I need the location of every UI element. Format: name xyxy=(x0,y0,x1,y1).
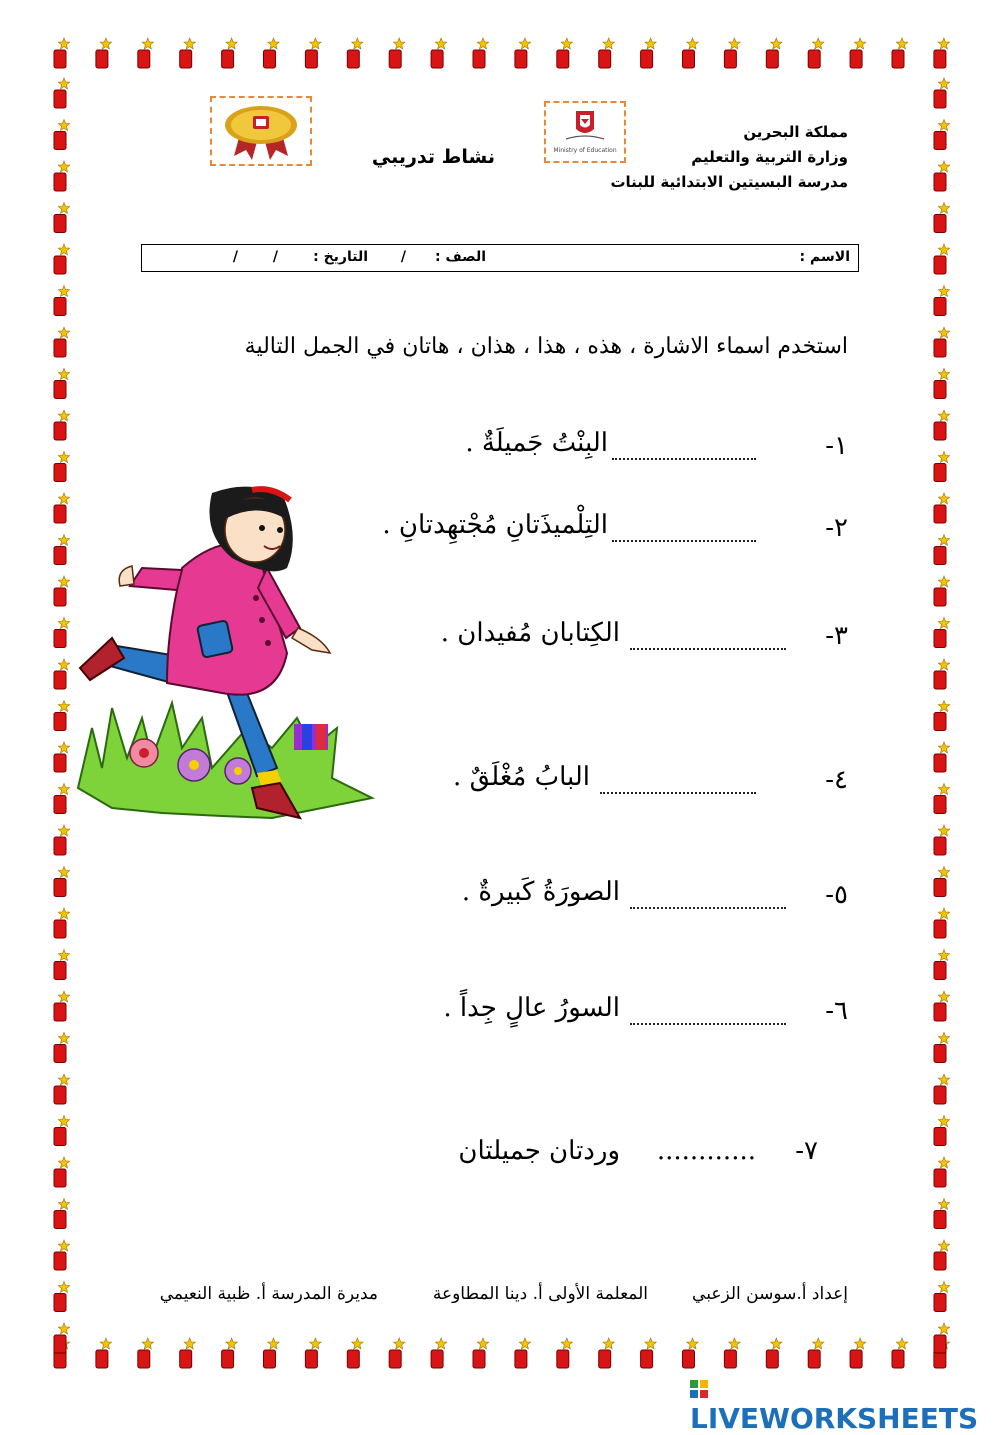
candle-icon xyxy=(222,38,238,68)
candle-icon xyxy=(934,1157,950,1187)
candle-icon xyxy=(934,991,950,1021)
question-6-number: ٦- xyxy=(825,996,848,1026)
candle-icon xyxy=(54,1116,70,1146)
candle-icon xyxy=(431,1338,447,1368)
candle-icon xyxy=(683,38,699,68)
candle-icon xyxy=(934,908,950,938)
watermark-text: LIVEWORKSHEETS xyxy=(690,1402,979,1435)
candle-icon xyxy=(808,38,824,68)
candle-icon xyxy=(766,38,782,68)
footer-principal: مديرة المدرسة أ. ظبية النعيمي xyxy=(159,1284,378,1304)
name-label: الاسم : xyxy=(799,249,850,265)
candle-icon xyxy=(641,1338,657,1368)
candle-icon xyxy=(180,38,196,68)
candle-icon xyxy=(892,1338,908,1368)
student-info-bar xyxy=(141,244,859,272)
candle-icon xyxy=(54,78,70,108)
candle-icon xyxy=(683,1338,699,1368)
date-label: التاريخ : xyxy=(313,249,368,265)
candle-icon xyxy=(934,410,950,440)
candle-icon xyxy=(892,38,908,68)
candle-icon xyxy=(54,244,70,274)
ministry-logo xyxy=(544,101,626,163)
candle-icon xyxy=(934,1033,950,1063)
candle-icon xyxy=(557,1338,573,1368)
candle-icon xyxy=(934,825,950,855)
question-3-blank[interactable] xyxy=(630,648,786,650)
candle-icon xyxy=(54,659,70,689)
candle-icon xyxy=(934,493,950,523)
candle-icon xyxy=(934,659,950,689)
candle-icon xyxy=(389,1338,405,1368)
question-4-text: البابُ مُغْلَقٌ . xyxy=(453,762,590,792)
ministry-label: وزارة التربية والتعليم xyxy=(691,148,848,166)
candle-icon xyxy=(222,1338,238,1368)
svg-text:Ministry of Education: Ministry of Education xyxy=(553,147,617,154)
candle-icon xyxy=(599,1338,615,1368)
candle-icon xyxy=(54,742,70,772)
candle-icon xyxy=(515,38,531,68)
candle-icon xyxy=(934,1199,950,1229)
candle-icon xyxy=(934,701,950,731)
candle-icon xyxy=(934,78,950,108)
question-5-number: ٥- xyxy=(825,880,848,910)
candle-icon xyxy=(934,327,950,357)
candle-icon xyxy=(934,203,950,233)
candle-icon xyxy=(54,1033,70,1063)
candle-icon xyxy=(934,742,950,772)
question-5-blank[interactable] xyxy=(630,907,786,909)
candle-icon xyxy=(557,38,573,68)
candle-icon xyxy=(54,369,70,399)
header-school-info xyxy=(610,120,848,195)
candle-icon xyxy=(54,784,70,814)
question-7-text: وردتان جميلتان xyxy=(458,1136,620,1166)
candle-icon xyxy=(934,618,950,648)
candle-icon xyxy=(641,38,657,68)
date-separator-1: / xyxy=(272,249,278,265)
lws-logo-icon xyxy=(690,1378,718,1402)
school-award-logo xyxy=(210,96,312,166)
instruction-text: استخدم اسماء الاشارة ، هذه ، هذا ، هذان ، هاتان في الجمل التالية xyxy=(244,334,848,359)
candle-icon xyxy=(934,244,950,274)
candle-icon xyxy=(54,1199,70,1229)
candle-icon xyxy=(54,493,70,523)
candle-icon xyxy=(54,38,70,68)
school-label: مدرسة البسيتين الابتدائية للبنات xyxy=(610,173,848,191)
candle-icon xyxy=(808,1338,824,1368)
candle-icon xyxy=(934,1116,950,1146)
candle-icon xyxy=(934,1240,950,1270)
question-1-text: البِنْتُ جَميلَةٌ . xyxy=(465,428,608,458)
candle-icon xyxy=(305,1338,321,1368)
candle-icon xyxy=(54,410,70,440)
candle-icon xyxy=(54,1074,70,1104)
question-4-blank[interactable] xyxy=(600,792,756,794)
kingdom-label: مملكة البحرين xyxy=(743,123,848,141)
candle-icon xyxy=(389,38,405,68)
candle-icon xyxy=(54,825,70,855)
girl-running-illustration xyxy=(72,478,378,830)
question-2-blank[interactable] xyxy=(612,540,756,542)
candle-icon xyxy=(431,38,447,68)
candle-icon xyxy=(724,1338,740,1368)
candle-icon xyxy=(264,1338,280,1368)
ministry-emblem-icon xyxy=(546,103,624,161)
question-2-text: التِلْميذَتانِ مُجْتهِدتانِ . xyxy=(382,510,608,540)
question-7-dots[interactable]: ............ xyxy=(656,1136,756,1166)
question-3-text: الكِتابان مُفيدان . xyxy=(440,618,620,648)
candle-icon xyxy=(473,38,489,68)
candle-icon xyxy=(934,1074,950,1104)
candle-icon xyxy=(54,203,70,233)
candle-icon xyxy=(54,120,70,150)
candle-icon xyxy=(54,908,70,938)
activity-title: نشاط تدريبي xyxy=(371,146,495,168)
footer-prepared-by: إعداد أ.سوسن الزعبي xyxy=(692,1284,848,1304)
candle-icon xyxy=(54,991,70,1021)
footer-lead-teacher: المعلمة الأولى أ. دينا المطاوعة xyxy=(432,1284,648,1304)
candle-icon xyxy=(347,38,363,68)
candle-icon xyxy=(264,38,280,68)
candle-icon xyxy=(347,1338,363,1368)
liveworksheets-logo xyxy=(690,1378,1000,1435)
candle-icon xyxy=(934,1282,950,1312)
question-6-blank[interactable] xyxy=(630,1023,786,1025)
candle-icon xyxy=(850,1338,866,1368)
candle-icon xyxy=(934,784,950,814)
candle-icon xyxy=(54,867,70,897)
candle-icon xyxy=(934,950,950,980)
candle-icon xyxy=(54,950,70,980)
question-7-number: ٧- xyxy=(795,1136,818,1166)
class-separator: / xyxy=(400,249,406,265)
candle-icon xyxy=(934,286,950,316)
question-1-blank[interactable] xyxy=(612,458,756,460)
candle-icon xyxy=(54,535,70,565)
question-6-text: السورُ عالٍ جِداً . xyxy=(443,993,620,1023)
candle-icon xyxy=(934,867,950,897)
candle-icon xyxy=(305,38,321,68)
question-2-number: ٢- xyxy=(825,513,848,543)
candle-icon xyxy=(934,38,950,68)
candle-icon xyxy=(766,1338,782,1368)
candle-icon xyxy=(934,120,950,150)
candle-icon xyxy=(54,286,70,316)
candle-icon xyxy=(54,161,70,191)
candle-icon xyxy=(934,576,950,606)
candle-icon xyxy=(138,38,154,68)
candle-icon xyxy=(96,38,112,68)
flower-icon xyxy=(130,739,158,767)
date-separator-2: / xyxy=(232,249,238,265)
class-label: الصف : xyxy=(435,249,486,265)
candle-icon xyxy=(54,1157,70,1187)
candle-icon xyxy=(934,535,950,565)
candle-icon xyxy=(54,701,70,731)
candle-icon xyxy=(473,1338,489,1368)
question-3-number: ٣- xyxy=(825,621,848,651)
candle-icon xyxy=(138,1338,154,1368)
candle-icon xyxy=(724,38,740,68)
candle-icon xyxy=(54,327,70,357)
candle-icon xyxy=(54,618,70,648)
candle-icon xyxy=(54,576,70,606)
question-5-text: الصورَةُ كَبيرةٌ . xyxy=(461,877,620,907)
candle-icon xyxy=(934,161,950,191)
candle-icon xyxy=(515,1338,531,1368)
candle-icon xyxy=(934,452,950,482)
candle-icon xyxy=(96,1338,112,1368)
question-4-number: ٤- xyxy=(825,765,848,795)
candle-icon xyxy=(54,1282,70,1312)
candle-icon xyxy=(54,452,70,482)
candle-icon xyxy=(850,38,866,68)
candle-icon xyxy=(599,38,615,68)
candle-icon xyxy=(54,1240,70,1270)
candle-icon xyxy=(934,369,950,399)
candle-icon xyxy=(180,1338,196,1368)
question-1-number: ١- xyxy=(825,431,848,461)
medal-icon xyxy=(212,98,310,164)
